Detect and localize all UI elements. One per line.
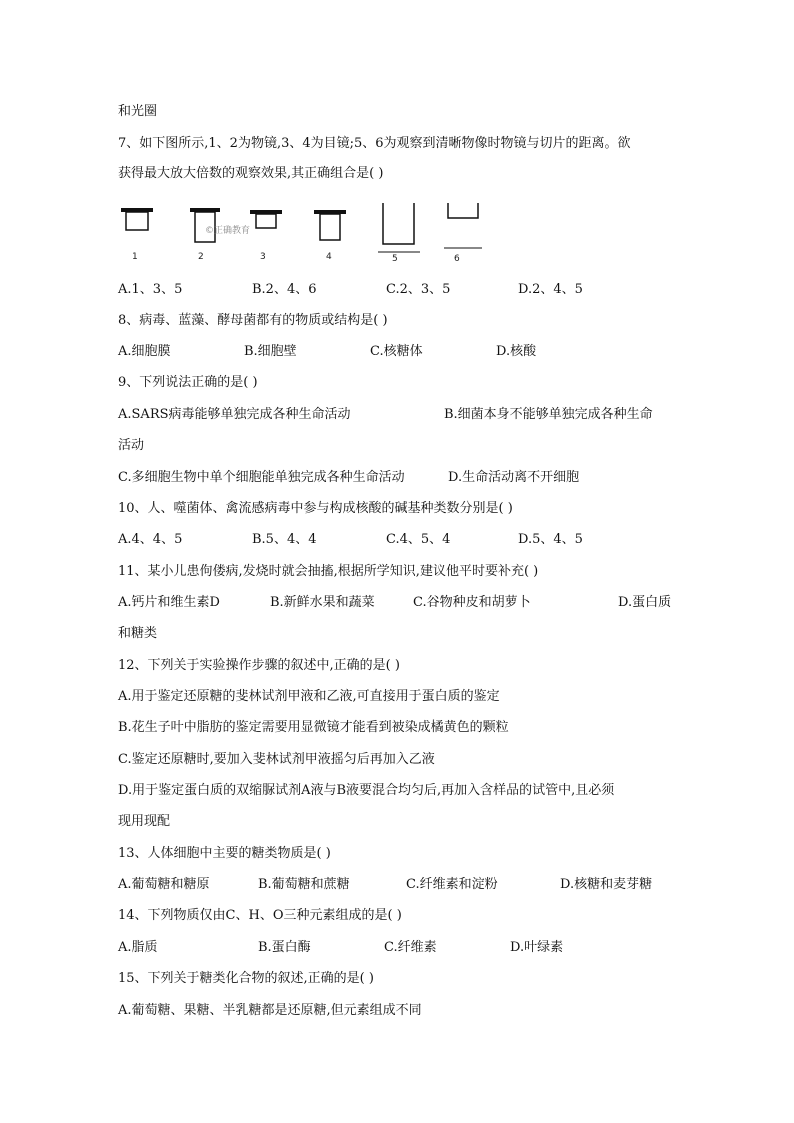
q7-options [118, 280, 678, 300]
q9-option-d: D.生命活动离不开细胞 [448, 470, 580, 485]
q11-option-d: D.蛋白质 [618, 595, 672, 610]
q13-option-c: C.纤维素和淀粉 [406, 877, 498, 892]
q12-option-d-cont: 现用现配 [118, 814, 171, 829]
q10-options [118, 530, 678, 550]
q9-option-b-cont: 活动 [118, 438, 145, 453]
q7-option-b: B.2、4、6 [252, 282, 317, 297]
q11-options [118, 593, 678, 613]
q9-options-ab [118, 405, 678, 425]
figure-label-1: 1 [132, 252, 138, 262]
q13-option-d: D.核糖和麦芽糖 [560, 877, 653, 892]
q7-option-c: C.2、3、5 [386, 282, 451, 297]
q12-option-b: B.花生子叶中脂肪的鉴定需要用显微镜才能看到被染成橘黄色的颗粒 [118, 720, 509, 735]
q10-option-c: C.4、5、4 [386, 532, 451, 547]
q8-options [118, 342, 678, 362]
q12-stem: 12、下列关于实验操作步骤的叙述中,正确的是( ) [118, 658, 400, 673]
q11-option-a: A.钙片和维生素D [118, 595, 220, 610]
objective-lens-1 [121, 208, 153, 230]
lens-diagram [118, 200, 488, 264]
q14-option-d: D.叶绿素 [510, 940, 564, 955]
distance-6 [444, 203, 482, 248]
q12-option-c: C.鉴定还原糖时,要加入斐林试剂甲液摇匀后再加入乙液 [118, 752, 435, 767]
q11-option-b: B.新鲜水果和蔬菜 [270, 595, 375, 610]
q9-stem: 9、下列说法正确的是( ) [118, 375, 258, 390]
q10-stem: 10、人、噬菌体、禽流感病毒中参与构成核酸的碱基种类数分别是( ) [118, 501, 513, 516]
q13-option-b: B.葡萄糖和蔗糖 [258, 877, 350, 892]
distance-5 [378, 203, 420, 252]
figure-label-4: 4 [326, 252, 332, 262]
q9-options-cd [118, 468, 678, 488]
q14-options [118, 938, 678, 958]
q14-option-c: C.纤维素 [384, 940, 437, 955]
q13-option-a: A.葡萄糖和糖原 [118, 877, 210, 892]
q12-option-a: A.用于鉴定还原糖的斐林试剂甲液和乙液,可直接用于蛋白质的鉴定 [118, 689, 500, 704]
watermark-logo: ©正确教育 [205, 226, 251, 236]
q9-option-b: B.细菌本身不能够单独完成各种生命 [444, 407, 653, 422]
q8-option-b: B.细胞壁 [244, 344, 297, 359]
q13-options [118, 875, 678, 895]
q11-option-c: C.谷物种皮和胡萝卜 [413, 595, 531, 610]
q6-tail-text: 和光圈 [118, 104, 158, 119]
q9-option-c: C.多细胞生物中单个细胞能单独完成各种生命活动 [118, 470, 405, 485]
q12-option-d: D.用于鉴定蛋白质的双缩脲试剂A液与B液要混合均匀后,再加入含样品的试管中,且必须 [118, 783, 615, 798]
eyepiece-lens-4 [314, 210, 346, 240]
q7-option-a: A.1、3、5 [118, 282, 183, 297]
q14-stem: 14、下列物质仅由C、H、O三种元素组成的是( ) [118, 908, 402, 923]
lens-figure [118, 200, 488, 264]
q9-option-a: A.SARS病毒能够单独完成各种生命活动 [118, 407, 351, 422]
q8-option-c: C.核糖体 [370, 344, 423, 359]
q10-option-a: A.4、4、5 [118, 532, 183, 547]
q8-option-a: A.细胞膜 [118, 344, 171, 359]
q8-option-d: D.核酸 [496, 344, 537, 359]
q7-option-d: D.2、4、5 [518, 282, 583, 297]
q15-option-a: A.葡萄糖、果糖、半乳糖都是还原糖,但元素组成不同 [118, 1003, 422, 1018]
q10-option-b: B.5、4、4 [252, 532, 317, 547]
q11-option-d-cont: 和糖类 [118, 626, 158, 641]
q8-stem: 8、病毒、蓝藻、酵母菌都有的物质或结构是( ) [118, 313, 388, 328]
q14-option-a: A.脂质 [118, 940, 158, 955]
figure-label-2: 2 [198, 252, 204, 262]
eyepiece-lens-3 [250, 210, 282, 228]
q11-stem: 11、某小儿患佝偻病,发烧时就会抽搐,根据所学知识,建议他平时要补充( ) [118, 564, 539, 579]
q15-stem: 15、下列关于糖类化合物的叙述,正确的是( ) [118, 971, 374, 986]
q10-option-d: D.5、4、5 [518, 532, 583, 547]
q13-stem: 13、人体细胞中主要的糖类物质是( ) [118, 846, 331, 861]
figure-label-6: 6 [454, 254, 460, 264]
q7-stem-line1: 7、如下图所示,1、2为物镜,3、4为目镜;5、6为观察到清晰物像时物镜与切片的距离。欲 [118, 136, 631, 151]
q14-option-b: B.蛋白酶 [258, 940, 311, 955]
figure-label-3: 3 [260, 252, 266, 262]
figure-label-5: 5 [392, 254, 398, 264]
q7-stem-line2: 获得最大放大倍数的观察效果,其正确组合是( ) [118, 166, 384, 181]
